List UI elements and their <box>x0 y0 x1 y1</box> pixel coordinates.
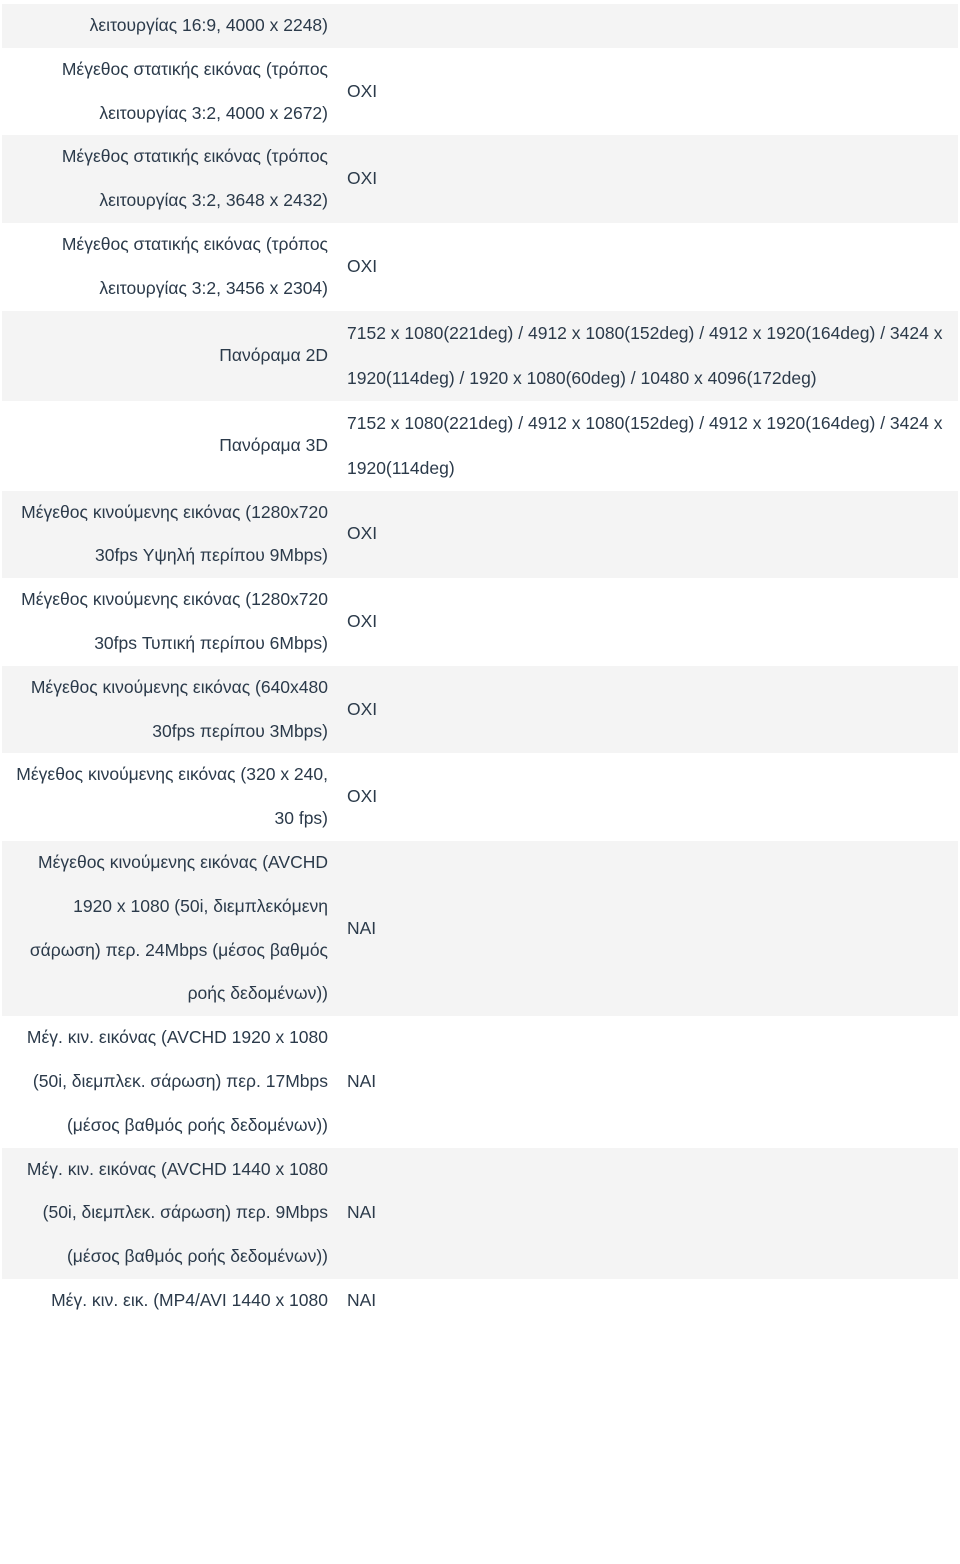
spec-label: Μέγ. κιν. εικ. (MP4/AVI 1440 x 1080 <box>2 1279 330 1323</box>
spec-value: ΟΧΙ <box>330 48 958 136</box>
spec-value: ΟΧΙ <box>330 491 958 579</box>
spec-value: ΟΧΙ <box>330 666 958 754</box>
spec-label: Μέγεθος κινούμενης εικόνας (AVCHD 1920 x 1080 (50i, διεμπλεκόμενη σάρωση) περ. 24Mbps (μέσος βαθμός ροής δεδομένων)) <box>2 841 330 1016</box>
table-row <box>2 578 958 666</box>
spec-label: λειτουργίας 16:9, 4000 x 2248) <box>2 4 330 48</box>
table-row <box>2 1016 958 1147</box>
table-row <box>2 491 958 579</box>
spec-value <box>330 311 958 401</box>
table-row <box>2 1148 958 1279</box>
spec-label: Μέγεθος στατικής εικόνας (τρόπος λειτουργίας 3:2, 4000 x 2672) <box>2 48 330 136</box>
spec-value <box>330 4 958 48</box>
spec-label: Μέγεθος κινούμενης εικόνας (640x480 30fps περίπου 3Mbps) <box>2 666 330 754</box>
spec-label: Μέγεθος κινούμενης εικόνας (1280x720 30fps Υψηλή περίπου 9Mbps) <box>2 491 330 579</box>
spec-value <box>330 401 958 491</box>
spec-value: ΟΧΙ <box>330 135 958 223</box>
table-row <box>2 4 958 48</box>
table-row <box>2 753 958 841</box>
table-row <box>2 666 958 754</box>
spec-label: Μέγεθος στατικής εικόνας (τρόπος λειτουργίας 3:2, 3456 x 2304) <box>2 223 330 311</box>
spec-value: ΝΑΙ <box>330 1148 958 1279</box>
spec-label: Πανόραμα 2D <box>2 311 330 401</box>
spec-value: ΟΧΙ <box>330 753 958 841</box>
specifications-table <box>2 4 958 1323</box>
spec-value-text: 7152 x 1080(221deg) / 4912 x 1080(152deg) / 4912 x 1920(164deg) / 3424 x 1920(114deg) / 1920 x 1080(60deg) / 10480 x 4096(172deg) <box>347 322 943 388</box>
spec-label: Μέγεθος κινούμενης εικόνας (1280x720 30fps Τυπική περίπου 6Mbps) <box>2 578 330 666</box>
spec-label: Μέγεθος κινούμενης εικόνας (320 x 240, 30 fps) <box>2 753 330 841</box>
spec-value: ΟΧΙ <box>330 578 958 666</box>
table-row <box>2 48 958 136</box>
table-row <box>2 135 958 223</box>
table-row <box>2 841 958 1016</box>
spec-label: Μέγ. κιν. εικόνας (AVCHD 1440 x 1080 (50i, διεμπλεκ. σάρωση) περ. 9Mbps (μέσος βαθμός ροής δεδομένων)) <box>2 1148 330 1279</box>
spec-value: ΝΑΙ <box>330 841 958 1016</box>
spec-label: Πανόραμα 3D <box>2 401 330 491</box>
spec-value: ΝΑΙ <box>330 1016 958 1147</box>
spec-label: Μέγ. κιν. εικόνας (AVCHD 1920 x 1080 (50i, διεμπλεκ. σάρωση) περ. 17Mbps (μέσος βαθμός ροής δεδομένων)) <box>2 1016 330 1147</box>
spec-value-text: 7152 x 1080(221deg) / 4912 x 1080(152deg) / 4912 x 1920(164deg) / 3424 x 1920(114deg) <box>347 412 943 478</box>
spec-value: ΟΧΙ <box>330 223 958 311</box>
spec-label: Μέγεθος στατικής εικόνας (τρόπος λειτουργίας 3:2, 3648 x 2432) <box>2 135 330 223</box>
table-row <box>2 1279 958 1323</box>
table-row <box>2 311 958 401</box>
table-row <box>2 223 958 311</box>
spec-value: ΝΑΙ <box>330 1279 958 1323</box>
table-row <box>2 401 958 491</box>
